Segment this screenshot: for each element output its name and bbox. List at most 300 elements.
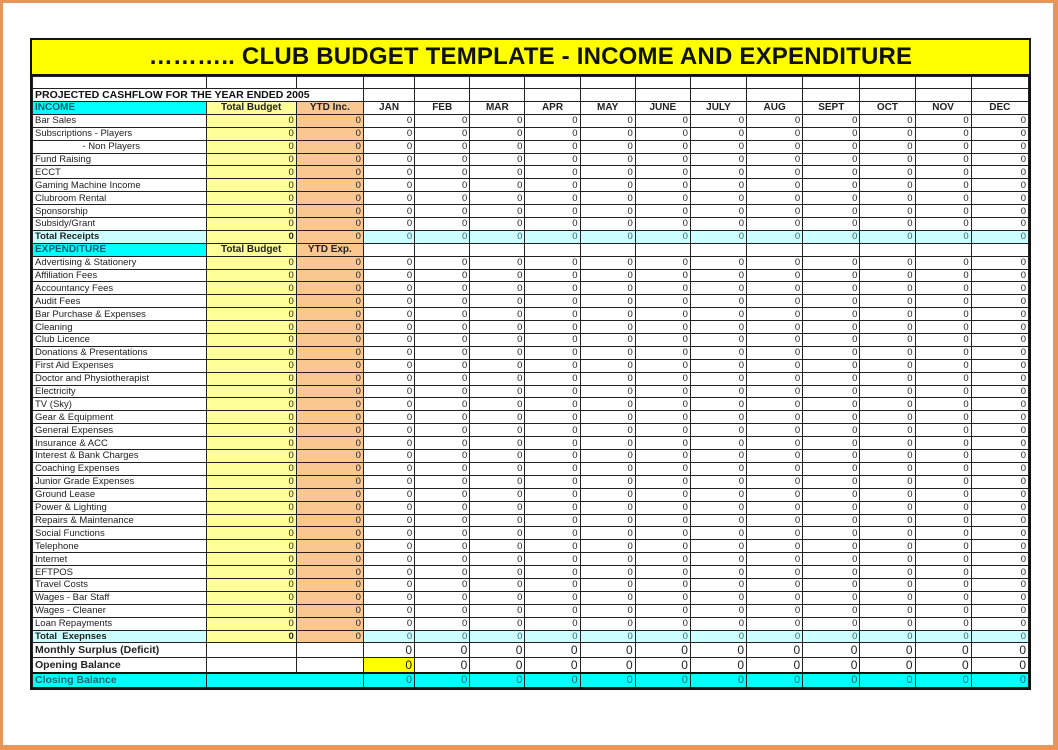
month-cell-aug[interactable]: 0 [747, 411, 803, 424]
empty-cell[interactable] [296, 77, 363, 89]
month-cell-oct[interactable]: 0 [860, 540, 915, 553]
total-budget-cell[interactable]: 0 [206, 230, 296, 243]
month-cell-dec[interactable]: 0 [971, 501, 1028, 514]
month-cell-feb[interactable]: 0 [415, 295, 470, 308]
month-cell-sept[interactable]: 0 [803, 630, 860, 643]
month-cell-mar[interactable]: 0 [470, 630, 525, 643]
month-cell-aug[interactable]: 0 [747, 437, 803, 450]
month-cell-nov[interactable]: 0 [915, 308, 971, 321]
month-cell-apr[interactable]: 0 [525, 643, 580, 658]
ytd-cell[interactable]: 0 [296, 385, 363, 398]
month-cell-july[interactable]: 0 [690, 424, 746, 437]
month-cell-sept[interactable]: 0 [803, 205, 860, 218]
month-cell-july[interactable]: 0 [690, 591, 746, 604]
month-cell-may[interactable]: 0 [580, 501, 635, 514]
month-cell-aug[interactable]: 0 [747, 514, 803, 527]
month-cell-apr[interactable]: 0 [525, 359, 580, 372]
month-cell-apr[interactable]: 0 [525, 346, 580, 359]
month-cell-july[interactable]: 0 [690, 462, 746, 475]
ytd-cell[interactable]: 0 [296, 450, 363, 463]
month-cell-jan[interactable]: 0 [363, 578, 414, 591]
total-budget-cell[interactable]: 0 [206, 604, 296, 617]
ytd-cell[interactable]: 0 [296, 488, 363, 501]
month-cell-sept[interactable]: 0 [803, 514, 860, 527]
month-cell-aug[interactable]: 0 [747, 295, 803, 308]
month-cell-mar[interactable]: 0 [470, 424, 525, 437]
month-cell-feb[interactable]: 0 [415, 359, 470, 372]
month-cell-mar[interactable]: 0 [470, 527, 525, 540]
month-cell-aug[interactable]: 0 [747, 630, 803, 643]
empty-cell[interactable] [635, 77, 690, 89]
month-cell-nov[interactable]: 0 [915, 488, 971, 501]
month-cell-apr[interactable]: 0 [525, 192, 580, 205]
month-cell-may[interactable]: 0 [580, 450, 635, 463]
month-cell-aug[interactable]: 0 [747, 450, 803, 463]
month-cell-nov[interactable]: 0 [915, 372, 971, 385]
empty-cell[interactable] [860, 89, 915, 102]
empty-cell[interactable] [915, 77, 971, 89]
month-cell-may[interactable]: 0 [580, 617, 635, 630]
month-cell-june[interactable]: 0 [635, 501, 690, 514]
month-cell-oct[interactable]: 0 [860, 205, 915, 218]
total-budget-cell[interactable]: 0 [206, 424, 296, 437]
month-cell-dec[interactable]: 0 [971, 437, 1028, 450]
total-budget-cell[interactable]: 0 [206, 308, 296, 321]
ytd-cell[interactable]: 0 [296, 282, 363, 295]
month-cell-may[interactable]: 0 [580, 372, 635, 385]
ytd-cell[interactable]: 0 [296, 372, 363, 385]
month-cell-aug[interactable]: 0 [747, 488, 803, 501]
month-cell-jan[interactable]: 0 [363, 359, 414, 372]
month-cell-oct[interactable]: 0 [860, 411, 915, 424]
month-cell-mar[interactable]: 0 [470, 437, 525, 450]
ytd-cell[interactable]: 0 [296, 166, 363, 179]
month-cell-jan[interactable]: 0 [363, 658, 414, 674]
month-cell-jan[interactable]: 0 [363, 282, 414, 295]
total-budget-cell[interactable]: 0 [206, 617, 296, 630]
month-cell-nov[interactable]: 0 [915, 437, 971, 450]
month-cell-feb[interactable]: 0 [415, 617, 470, 630]
month-cell-aug[interactable]: 0 [747, 604, 803, 617]
month-cell-mar[interactable]: 0 [470, 372, 525, 385]
month-cell-apr[interactable]: 0 [525, 514, 580, 527]
month-cell-dec[interactable]: 0 [971, 617, 1028, 630]
month-cell-july[interactable]: 0 [690, 475, 746, 488]
month-cell-july[interactable]: 0 [690, 282, 746, 295]
month-cell-sept[interactable]: 0 [803, 346, 860, 359]
month-cell-sept[interactable]: 0 [803, 153, 860, 166]
month-cell-dec[interactable]: 0 [971, 308, 1028, 321]
month-cell-sept[interactable]: 0 [803, 256, 860, 269]
month-cell-june[interactable]: 0 [635, 514, 690, 527]
month-cell-dec[interactable]: 0 [971, 578, 1028, 591]
total-budget-cell[interactable]: 0 [206, 179, 296, 192]
total-budget-cell[interactable]: 0 [206, 372, 296, 385]
month-cell-june[interactable]: 0 [635, 334, 690, 347]
empty-cell[interactable] [415, 89, 470, 102]
ytd-cell[interactable]: 0 [296, 591, 363, 604]
month-cell-july[interactable]: 0 [690, 334, 746, 347]
empty-cell[interactable] [635, 89, 690, 102]
month-cell-aug[interactable]: 0 [747, 269, 803, 282]
month-cell-feb[interactable]: 0 [415, 153, 470, 166]
month-cell-apr[interactable]: 0 [525, 475, 580, 488]
month-cell-dec[interactable]: 0 [971, 540, 1028, 553]
empty-cell[interactable] [206, 658, 296, 674]
month-cell-feb[interactable]: 0 [415, 179, 470, 192]
month-cell-nov[interactable]: 0 [915, 321, 971, 334]
month-cell-may[interactable]: 0 [580, 475, 635, 488]
month-cell-june[interactable]: 0 [635, 282, 690, 295]
month-cell-july[interactable]: 0 [690, 553, 746, 566]
month-cell-may[interactable]: 0 [580, 334, 635, 347]
month-cell-dec[interactable]: 0 [971, 566, 1028, 579]
month-cell-oct[interactable]: 0 [860, 166, 915, 179]
month-cell-june[interactable]: 0 [635, 540, 690, 553]
month-cell-mar[interactable]: 0 [470, 604, 525, 617]
month-cell-apr[interactable]: 0 [525, 488, 580, 501]
month-cell-jan[interactable]: 0 [363, 230, 414, 243]
month-cell-may[interactable]: 0 [580, 553, 635, 566]
total-budget-cell[interactable]: 0 [206, 462, 296, 475]
month-cell-oct[interactable]: 0 [860, 218, 915, 231]
month-cell-feb[interactable]: 0 [415, 372, 470, 385]
month-cell-aug[interactable]: 0 [747, 192, 803, 205]
month-cell-nov[interactable]: 0 [915, 295, 971, 308]
month-cell-mar[interactable]: 0 [470, 218, 525, 231]
month-cell-oct[interactable]: 0 [860, 334, 915, 347]
month-cell-may[interactable]: 0 [580, 192, 635, 205]
month-cell-may[interactable]: 0 [580, 166, 635, 179]
month-cell-oct[interactable]: 0 [860, 308, 915, 321]
month-cell-jan[interactable]: 0 [363, 630, 414, 643]
month-cell-apr[interactable]: 0 [525, 321, 580, 334]
month-cell-dec[interactable]: 0 [971, 372, 1028, 385]
total-budget-cell[interactable]: 0 [206, 437, 296, 450]
month-cell-jan[interactable]: 0 [363, 256, 414, 269]
month-cell-nov[interactable]: 0 [915, 540, 971, 553]
month-cell-feb[interactable]: 0 [415, 269, 470, 282]
month-cell-apr[interactable]: 0 [525, 566, 580, 579]
month-cell-dec[interactable]: 0 [971, 282, 1028, 295]
total-budget-cell[interactable]: 0 [206, 540, 296, 553]
month-cell-july[interactable]: 0 [690, 514, 746, 527]
ytd-cell[interactable]: 0 [296, 192, 363, 205]
month-cell-sept[interactable]: 0 [803, 411, 860, 424]
month-cell-jan[interactable]: 0 [363, 321, 414, 334]
month-cell-dec[interactable]: 0 [971, 295, 1028, 308]
month-cell-oct[interactable]: 0 [860, 179, 915, 192]
empty-cell[interactable] [580, 89, 635, 102]
month-cell-sept[interactable]: 0 [803, 295, 860, 308]
month-cell-nov[interactable]: 0 [915, 643, 971, 658]
total-budget-cell[interactable]: 0 [206, 385, 296, 398]
month-cell-nov[interactable]: 0 [915, 462, 971, 475]
month-cell-feb[interactable]: 0 [415, 166, 470, 179]
month-cell-apr[interactable]: 0 [525, 153, 580, 166]
month-cell-jan[interactable]: 0 [363, 604, 414, 617]
month-cell-mar[interactable]: 0 [470, 475, 525, 488]
month-cell-aug[interactable]: 0 [747, 673, 803, 688]
total-budget-cell[interactable]: 0 [206, 501, 296, 514]
month-cell-nov[interactable]: 0 [915, 282, 971, 295]
empty-cell[interactable] [470, 243, 525, 256]
month-cell-apr[interactable]: 0 [525, 166, 580, 179]
month-cell-apr[interactable]: 0 [525, 205, 580, 218]
ytd-cell[interactable]: 0 [296, 398, 363, 411]
empty-cell[interactable] [206, 643, 296, 658]
month-cell-dec[interactable]: 0 [971, 166, 1028, 179]
ytd-cell[interactable]: 0 [296, 114, 363, 127]
month-cell-oct[interactable]: 0 [860, 553, 915, 566]
month-cell-dec[interactable]: 0 [971, 256, 1028, 269]
month-cell-aug[interactable]: 0 [747, 372, 803, 385]
month-cell-nov[interactable]: 0 [915, 385, 971, 398]
month-cell-july[interactable]: 0 [690, 140, 746, 153]
month-cell-feb[interactable]: 0 [415, 398, 470, 411]
month-cell-apr[interactable]: 0 [525, 462, 580, 475]
total-budget-cell[interactable]: 0 [206, 127, 296, 140]
month-cell-may[interactable]: 0 [580, 437, 635, 450]
ytd-cell[interactable]: 0 [296, 218, 363, 231]
total-budget-cell[interactable]: 0 [206, 269, 296, 282]
month-cell-dec[interactable]: 0 [971, 411, 1028, 424]
month-cell-oct[interactable]: 0 [860, 385, 915, 398]
month-cell-june[interactable]: 0 [635, 673, 690, 688]
total-budget-cell[interactable]: 0 [206, 566, 296, 579]
month-cell-july[interactable]: 0 [690, 673, 746, 688]
empty-cell[interactable] [363, 89, 414, 102]
month-cell-july[interactable]: 0 [690, 398, 746, 411]
total-budget-cell[interactable]: 0 [206, 527, 296, 540]
month-cell-nov[interactable]: 0 [915, 140, 971, 153]
month-cell-june[interactable]: 0 [635, 424, 690, 437]
month-cell-apr[interactable]: 0 [525, 437, 580, 450]
month-cell-july[interactable]: 0 [690, 230, 746, 243]
month-cell-may[interactable]: 0 [580, 321, 635, 334]
month-cell-jan[interactable]: 0 [363, 385, 414, 398]
month-cell-oct[interactable]: 0 [860, 192, 915, 205]
month-cell-mar[interactable]: 0 [470, 295, 525, 308]
month-cell-july[interactable]: 0 [690, 617, 746, 630]
month-cell-sept[interactable]: 0 [803, 321, 860, 334]
month-cell-nov[interactable]: 0 [915, 192, 971, 205]
month-cell-jan[interactable]: 0 [363, 673, 414, 688]
month-cell-feb[interactable]: 0 [415, 308, 470, 321]
month-cell-oct[interactable]: 0 [860, 578, 915, 591]
month-cell-aug[interactable]: 0 [747, 282, 803, 295]
month-cell-sept[interactable]: 0 [803, 566, 860, 579]
total-budget-cell[interactable]: 0 [206, 450, 296, 463]
month-cell-feb[interactable]: 0 [415, 630, 470, 643]
month-cell-may[interactable]: 0 [580, 578, 635, 591]
month-cell-june[interactable]: 0 [635, 643, 690, 658]
month-cell-nov[interactable]: 0 [915, 359, 971, 372]
month-cell-oct[interactable]: 0 [860, 372, 915, 385]
month-cell-nov[interactable]: 0 [915, 501, 971, 514]
month-cell-feb[interactable]: 0 [415, 218, 470, 231]
month-cell-feb[interactable]: 0 [415, 140, 470, 153]
month-cell-apr[interactable]: 0 [525, 540, 580, 553]
ytd-cell[interactable]: 0 [296, 411, 363, 424]
month-cell-jan[interactable]: 0 [363, 475, 414, 488]
month-cell-sept[interactable]: 0 [803, 269, 860, 282]
month-cell-jan[interactable]: 0 [363, 437, 414, 450]
month-cell-june[interactable]: 0 [635, 372, 690, 385]
month-cell-june[interactable]: 0 [635, 269, 690, 282]
month-cell-june[interactable]: 0 [635, 179, 690, 192]
month-cell-oct[interactable]: 0 [860, 450, 915, 463]
month-cell-mar[interactable]: 0 [470, 462, 525, 475]
month-cell-june[interactable]: 0 [635, 617, 690, 630]
month-cell-jan[interactable]: 0 [363, 462, 414, 475]
month-cell-mar[interactable]: 0 [470, 269, 525, 282]
month-cell-may[interactable]: 0 [580, 411, 635, 424]
month-cell-july[interactable]: 0 [690, 604, 746, 617]
month-cell-aug[interactable]: 0 [747, 308, 803, 321]
month-cell-dec[interactable]: 0 [971, 475, 1028, 488]
ytd-cell[interactable]: 0 [296, 359, 363, 372]
month-cell-sept[interactable]: 0 [803, 424, 860, 437]
month-cell-mar[interactable]: 0 [470, 321, 525, 334]
month-cell-may[interactable]: 0 [580, 256, 635, 269]
month-cell-mar[interactable]: 0 [470, 192, 525, 205]
total-budget-cell[interactable]: 0 [206, 591, 296, 604]
month-cell-jan[interactable]: 0 [363, 346, 414, 359]
ytd-cell[interactable]: 0 [296, 179, 363, 192]
month-cell-dec[interactable]: 0 [971, 321, 1028, 334]
month-cell-sept[interactable]: 0 [803, 308, 860, 321]
month-cell-may[interactable]: 0 [580, 527, 635, 540]
empty-cell[interactable] [690, 243, 746, 256]
empty-cell[interactable] [580, 243, 635, 256]
month-cell-apr[interactable]: 0 [525, 282, 580, 295]
ytd-cell[interactable]: 0 [296, 308, 363, 321]
ytd-cell[interactable]: 0 [296, 205, 363, 218]
month-cell-mar[interactable]: 0 [470, 359, 525, 372]
month-cell-sept[interactable]: 0 [803, 553, 860, 566]
total-budget-cell[interactable]: 0 [206, 334, 296, 347]
month-cell-dec[interactable]: 0 [971, 658, 1028, 674]
month-cell-nov[interactable]: 0 [915, 256, 971, 269]
month-cell-feb[interactable]: 0 [415, 205, 470, 218]
month-cell-apr[interactable]: 0 [525, 630, 580, 643]
month-cell-sept[interactable]: 0 [803, 437, 860, 450]
month-cell-sept[interactable]: 0 [803, 488, 860, 501]
ytd-cell[interactable]: 0 [296, 437, 363, 450]
ytd-cell[interactable]: 0 [296, 527, 363, 540]
month-cell-apr[interactable]: 0 [525, 295, 580, 308]
empty-cell[interactable] [690, 77, 746, 89]
month-cell-jan[interactable]: 0 [363, 153, 414, 166]
month-cell-feb[interactable]: 0 [415, 488, 470, 501]
month-cell-july[interactable]: 0 [690, 437, 746, 450]
month-cell-july[interactable]: 0 [690, 372, 746, 385]
month-cell-aug[interactable]: 0 [747, 127, 803, 140]
total-budget-cell[interactable]: 0 [206, 218, 296, 231]
month-cell-aug[interactable]: 0 [747, 321, 803, 334]
total-budget-cell[interactable]: 0 [206, 630, 296, 643]
empty-cell[interactable] [33, 77, 207, 89]
ytd-cell[interactable]: 0 [296, 630, 363, 643]
month-cell-apr[interactable]: 0 [525, 501, 580, 514]
total-budget-cell[interactable]: 0 [206, 346, 296, 359]
month-cell-oct[interactable]: 0 [860, 140, 915, 153]
month-cell-aug[interactable]: 0 [747, 398, 803, 411]
month-cell-sept[interactable]: 0 [803, 385, 860, 398]
month-cell-apr[interactable]: 0 [525, 411, 580, 424]
month-cell-sept[interactable]: 0 [803, 372, 860, 385]
month-cell-jan[interactable]: 0 [363, 334, 414, 347]
month-cell-july[interactable]: 0 [690, 501, 746, 514]
month-cell-jan[interactable]: 0 [363, 179, 414, 192]
month-cell-sept[interactable]: 0 [803, 501, 860, 514]
month-cell-jan[interactable]: 0 [363, 295, 414, 308]
month-cell-feb[interactable]: 0 [415, 578, 470, 591]
month-cell-may[interactable]: 0 [580, 566, 635, 579]
empty-cell[interactable] [971, 243, 1028, 256]
month-cell-feb[interactable]: 0 [415, 604, 470, 617]
month-cell-oct[interactable]: 0 [860, 230, 915, 243]
month-cell-oct[interactable]: 0 [860, 153, 915, 166]
month-cell-june[interactable]: 0 [635, 462, 690, 475]
month-cell-jan[interactable]: 0 [363, 140, 414, 153]
ytd-cell[interactable]: 0 [296, 230, 363, 243]
month-cell-apr[interactable]: 0 [525, 591, 580, 604]
month-cell-nov[interactable]: 0 [915, 166, 971, 179]
month-cell-july[interactable]: 0 [690, 166, 746, 179]
month-cell-mar[interactable]: 0 [470, 153, 525, 166]
empty-cell[interactable] [525, 77, 580, 89]
month-cell-june[interactable]: 0 [635, 114, 690, 127]
month-cell-dec[interactable]: 0 [971, 114, 1028, 127]
month-cell-may[interactable]: 0 [580, 514, 635, 527]
month-cell-dec[interactable]: 0 [971, 385, 1028, 398]
month-cell-sept[interactable]: 0 [803, 578, 860, 591]
month-cell-aug[interactable]: 0 [747, 643, 803, 658]
month-cell-july[interactable]: 0 [690, 488, 746, 501]
month-cell-july[interactable]: 0 [690, 450, 746, 463]
month-cell-apr[interactable]: 0 [525, 308, 580, 321]
total-budget-cell[interactable]: 0 [206, 359, 296, 372]
month-cell-mar[interactable]: 0 [470, 127, 525, 140]
month-cell-nov[interactable]: 0 [915, 218, 971, 231]
month-cell-mar[interactable]: 0 [470, 205, 525, 218]
month-cell-jan[interactable]: 0 [363, 553, 414, 566]
empty-cell[interactable] [525, 89, 580, 102]
empty-cell[interactable] [296, 643, 363, 658]
month-cell-oct[interactable]: 0 [860, 673, 915, 688]
month-cell-dec[interactable]: 0 [971, 591, 1028, 604]
month-cell-dec[interactable]: 0 [971, 140, 1028, 153]
month-cell-july[interactable]: 0 [690, 256, 746, 269]
month-cell-jan[interactable]: 0 [363, 166, 414, 179]
month-cell-jan[interactable]: 0 [363, 205, 414, 218]
month-cell-feb[interactable]: 0 [415, 114, 470, 127]
month-cell-july[interactable]: 0 [690, 643, 746, 658]
month-cell-may[interactable]: 0 [580, 269, 635, 282]
month-cell-feb[interactable]: 0 [415, 437, 470, 450]
month-cell-july[interactable]: 0 [690, 308, 746, 321]
month-cell-july[interactable]: 0 [690, 527, 746, 540]
month-cell-oct[interactable]: 0 [860, 630, 915, 643]
month-cell-sept[interactable]: 0 [803, 218, 860, 231]
month-cell-dec[interactable]: 0 [971, 643, 1028, 658]
ytd-cell[interactable]: 0 [296, 140, 363, 153]
month-cell-oct[interactable]: 0 [860, 527, 915, 540]
month-cell-dec[interactable]: 0 [971, 488, 1028, 501]
month-cell-june[interactable]: 0 [635, 398, 690, 411]
